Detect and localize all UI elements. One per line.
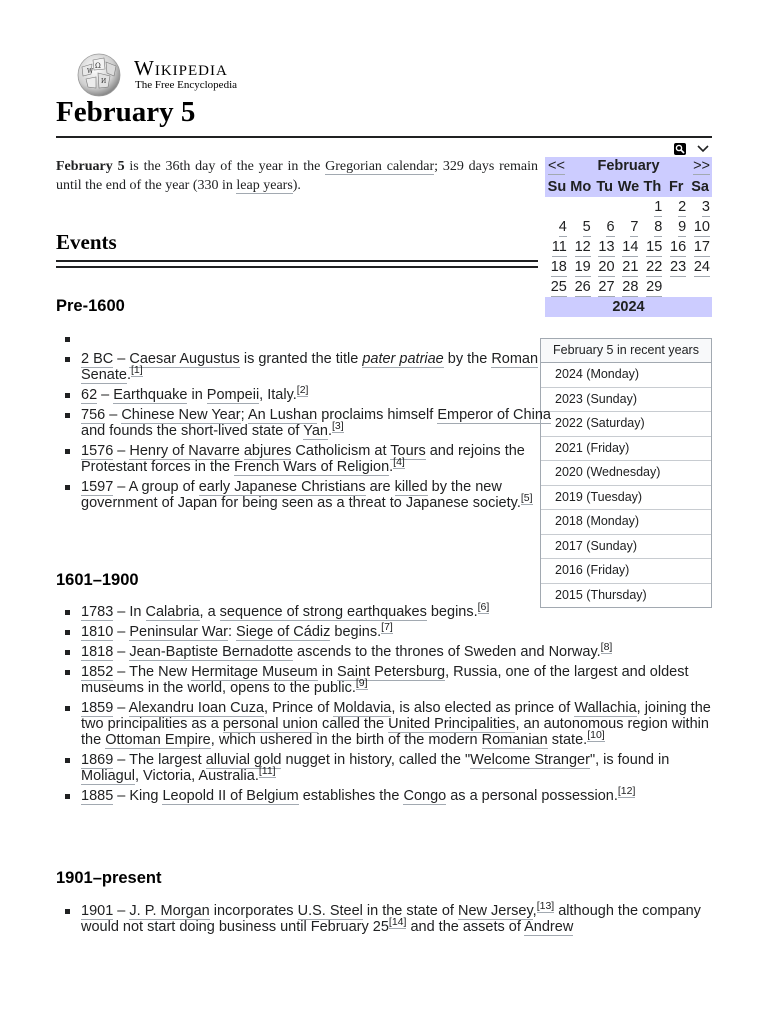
citation [587, 729, 605, 742]
event-text: . [327, 423, 332, 439]
calendar-day[interactable]: 10 [693, 219, 710, 235]
citation [618, 785, 636, 798]
event-link[interactable]: Chinese New Year [121, 407, 241, 423]
event-text: – The New [113, 664, 192, 680]
month-calendar [545, 157, 712, 317]
calendar-day[interactable]: 24 [693, 259, 710, 275]
calendar-day[interactable]: 18 [550, 259, 567, 275]
event-text: nugget in history, called the " [281, 752, 471, 768]
calendar-day[interactable]: 29 [646, 279, 663, 295]
event-text: in the state of [362, 903, 458, 919]
event-link[interactable]: Ottoman Empire [105, 732, 211, 748]
calendar-day-cell [640, 277, 664, 297]
recent-year-item [541, 535, 711, 560]
citation [537, 900, 555, 913]
event-text: – [113, 644, 130, 660]
event-text: and founds the short-lived state of [81, 423, 304, 439]
event-item [81, 351, 551, 383]
citation [131, 364, 143, 377]
recent-year-link[interactable]: 2015 (Thursday) [555, 587, 647, 602]
event-link[interactable]: 62 [81, 387, 98, 403]
calendar-week [545, 237, 712, 257]
event-item [81, 384, 551, 403]
calendar-day-cell [545, 277, 569, 297]
event-link[interactable]: 1783 [81, 604, 114, 620]
calendar-day[interactable]: 3 [701, 199, 710, 215]
title-divider [56, 136, 712, 138]
event-link[interactable]: killed [394, 479, 428, 495]
event-link[interactable]: Siege of Cádiz [236, 624, 331, 640]
recent-year-item [541, 461, 711, 486]
event-link[interactable]: personal union [222, 716, 318, 732]
recent-year-item [541, 437, 711, 462]
event-link[interactable]: Emperor of China [437, 407, 551, 423]
calendar-day-cell [593, 237, 617, 257]
calendar-prev-button[interactable]: << [548, 158, 565, 174]
events-divider [56, 260, 538, 262]
calendar-day[interactable]: 20 [598, 259, 615, 275]
event-text: , Russia, one of the largest and oldest museums in the world, opens to the public. [81, 664, 689, 696]
recent-year-link[interactable]: 2024 (Monday) [555, 367, 640, 381]
calendar-day[interactable]: 13 [598, 239, 615, 255]
calendar-day[interactable]: 5 [582, 219, 591, 235]
event-link[interactable]: 1810 [81, 624, 114, 640]
event-text: , an autonomous region within the [81, 716, 709, 748]
calendar-day[interactable]: 12 [574, 239, 591, 255]
recent-year-link[interactable]: 2022 (Saturday) [555, 416, 645, 430]
calendar-year-link[interactable]: 2024 [612, 299, 645, 315]
recent-year-link[interactable]: 2019 (Tuesday) [555, 489, 643, 504]
calendar-day-cell [617, 217, 641, 237]
event-link[interactable]: Alexandru Ioan Cuza [128, 700, 265, 716]
event-link[interactable]: pater patriae [362, 351, 444, 367]
calendar-day-cell [545, 237, 569, 257]
event-text: . [126, 367, 131, 383]
calendar-weekdays [545, 177, 712, 197]
section-heading-1601-1900: 1601–1900 [56, 571, 139, 589]
calendar-day-cell [664, 197, 688, 217]
event-text: is granted the title [239, 351, 363, 367]
citation-link[interactable]: [4] [393, 456, 405, 468]
calendar-day-cell [593, 217, 617, 237]
event-text: and rejoins the Protestant forces in the [81, 443, 525, 475]
event-text: – King [113, 788, 163, 804]
search-icon[interactable] [674, 143, 686, 155]
calendar-header [545, 157, 712, 177]
event-link[interactable]: Romanian [481, 732, 548, 748]
event-link[interactable]: early Japanese Christians [198, 479, 366, 495]
calendar-day[interactable]: 7 [630, 219, 639, 235]
calendar-day-cell [593, 277, 617, 297]
event-text: incorporates [209, 903, 298, 919]
recent-year-link[interactable]: 2016 (Friday) [555, 563, 630, 577]
event-item [81, 621, 712, 640]
recent-year-item [541, 559, 711, 584]
citation [356, 677, 368, 690]
section-heading-1901-present: 1901–present [56, 869, 162, 887]
section-heading-pre1600: Pre-1600 [56, 297, 125, 315]
event-text: , Victoria, Australia. [135, 768, 259, 784]
intro-text-2: ; 329 days remain until the end of the year (330 in [56, 159, 539, 193]
calendar-day[interactable]: 26 [574, 279, 591, 295]
citation-link[interactable]: [12] [617, 785, 636, 797]
event-link[interactable]: Peninsular War [129, 624, 228, 640]
citation [389, 916, 407, 929]
event-link[interactable]: Pompeii [206, 387, 260, 403]
event-item [81, 407, 551, 439]
event-text: by the new government of Japan for being seen as a threat to Japanese society. [81, 479, 521, 511]
event-text: : [227, 624, 237, 640]
event-text: ; [240, 407, 248, 423]
event-text: , joining the two principalities as a [81, 700, 711, 732]
event-link[interactable]: 1901 [81, 903, 114, 919]
event-link[interactable]: Congo [403, 788, 447, 804]
calendar-day-cell [640, 257, 664, 277]
citation-link[interactable]: [13] [536, 900, 555, 912]
link-leap-years[interactable]: leap years [236, 178, 293, 193]
calendar-day[interactable]: 14 [622, 239, 639, 255]
events-list-1901-present [56, 900, 712, 939]
citation [297, 384, 309, 397]
event-text: proclaims himself [317, 407, 438, 423]
event-text: ", is found in [589, 752, 670, 768]
event-link[interactable]: sequence of strong earthquakes [219, 604, 427, 620]
event-link[interactable]: 1869 [81, 752, 114, 768]
event-text: state. [547, 732, 588, 748]
recent-years-list [541, 363, 711, 607]
event-link[interactable]: Earthquake [113, 387, 188, 403]
weekday-label: We [617, 179, 640, 195]
calendar-day-cell [688, 197, 712, 217]
event-text: – [113, 624, 130, 640]
event-link[interactable]: 2 BC [81, 351, 114, 367]
link-gregorian-calendar[interactable]: Gregorian calendar [325, 159, 435, 174]
event-link[interactable]: An Lushan [247, 407, 318, 423]
event-text: called the [317, 716, 389, 732]
calendar-day-cell [569, 237, 593, 257]
citation [381, 621, 393, 634]
calendar-day[interactable]: 17 [693, 239, 710, 255]
calendar-day-cell [545, 217, 569, 237]
citation-link[interactable]: [3] [331, 420, 344, 432]
calendar-day-cell [640, 237, 664, 257]
event-text: – [113, 443, 130, 459]
event-link[interactable]: 756 [81, 407, 106, 423]
event-link[interactable]: United Principalities [388, 716, 516, 732]
event-link[interactable]: Wallachia [574, 700, 637, 716]
event-link[interactable]: Hermitage Museum [191, 664, 318, 680]
event-link[interactable]: Jean-Baptiste Bernadotte [129, 644, 294, 660]
event-text: Catholicism at [291, 443, 391, 459]
event-link[interactable]: Caesar Augustus [129, 351, 240, 367]
calendar-year[interactable] [545, 297, 712, 317]
weekday-label: Sa [691, 179, 709, 195]
calendar-day[interactable]: 27 [598, 279, 615, 295]
citation [393, 456, 405, 469]
calendar-day-cell [664, 237, 688, 257]
calendar-day[interactable]: 28 [622, 279, 639, 295]
recent-year-link[interactable]: 2021 (Friday) [555, 440, 630, 455]
calendar-day[interactable]: 6 [606, 219, 615, 235]
citation-link[interactable]: [10] [587, 729, 605, 741]
calendar-day-cell [545, 257, 569, 277]
citation-link[interactable]: [6] [477, 601, 490, 613]
calendar-day[interactable]: 2 [678, 199, 687, 215]
event-text: ascends to the thrones of Sweden and Norway. [293, 644, 601, 660]
event-link[interactable]: 1818 [81, 644, 114, 660]
recent-year-item [541, 486, 711, 511]
event-text: in [317, 664, 338, 680]
event-text: – [113, 351, 130, 367]
event-item [81, 664, 712, 696]
calendar-day-cell [569, 217, 593, 237]
citation [478, 601, 490, 614]
calendar-day[interactable]: 21 [622, 259, 639, 275]
event-item [81, 785, 712, 804]
calendar-day[interactable]: 25 [550, 279, 567, 295]
event-text: – [105, 407, 122, 423]
calendar-day-cell [593, 197, 617, 217]
events-list-1601-1900 [56, 601, 712, 808]
svg-text:Ω: Ω [95, 62, 101, 70]
event-item [81, 641, 712, 660]
calendar-day-cell [545, 197, 569, 217]
event-link[interactable]: Yan [303, 423, 328, 439]
event-item [81, 601, 712, 620]
citation [521, 492, 533, 505]
event-text: as a personal possession. [446, 788, 618, 804]
event-item [81, 700, 712, 748]
event-link[interactable]: Roman Senate [81, 351, 539, 383]
calendar-day-cell [688, 237, 712, 257]
weekday-label: Su [547, 179, 567, 195]
event-link[interactable]: 1852 [81, 664, 114, 680]
citation-link[interactable]: [1] [131, 364, 143, 376]
recent-year-link[interactable]: 2023 (Sunday) [555, 391, 638, 406]
recent-year-item [541, 510, 711, 535]
calendar-week [545, 257, 712, 277]
wikipedia-logo[interactable] [74, 52, 254, 96]
event-text: – In [113, 604, 146, 620]
event-link[interactable]: Leopold II of Belgium [162, 788, 299, 804]
event-text: – [113, 903, 130, 919]
recent-years-box [540, 338, 712, 608]
event-link[interactable]: 1859 [81, 700, 114, 716]
event-text: although the company would not start doing business until February 25 [81, 903, 701, 935]
calendar-day[interactable]: 16 [670, 239, 687, 255]
event-link[interactable]: J. P. Morgan [129, 903, 210, 919]
calendar-day-cell [688, 217, 712, 237]
intro-text-3: ). [292, 178, 301, 193]
recent-year-link[interactable]: 2018 (Monday) [555, 514, 640, 528]
calendar-day[interactable]: 22 [646, 259, 663, 275]
event-link[interactable]: U.S. Steel [297, 903, 363, 919]
calendar-day-cell [617, 277, 641, 297]
event-link[interactable]: Tours [390, 443, 426, 459]
event-link[interactable]: Welcome Stranger [470, 752, 590, 768]
calendar-day[interactable]: 4 [558, 219, 567, 235]
calendar-day[interactable]: 19 [574, 259, 591, 275]
calendar-day-cell [664, 257, 688, 277]
event-link[interactable]: New Jersey [458, 903, 533, 919]
calendar-day-cell [664, 277, 688, 297]
event-item [81, 900, 712, 935]
event-text: – The largest [113, 752, 206, 768]
events-list-pre1600 [56, 331, 551, 515]
citation-link[interactable]: [14] [388, 916, 407, 928]
site-tagline: The Free Encyclopedia [135, 79, 238, 91]
event-text: – [113, 700, 129, 716]
citation [332, 420, 344, 433]
calendar-day-cell [617, 257, 641, 277]
calendar-day-cell [664, 217, 688, 237]
calendar-day[interactable]: 9 [678, 219, 687, 235]
event-link[interactable]: Saint Petersburg [337, 664, 446, 680]
event-item [81, 443, 551, 475]
event-text: are [365, 479, 395, 495]
citation-link[interactable]: [9] [355, 677, 368, 689]
calendar-day-cell [688, 277, 712, 297]
calendar-day[interactable]: 1 [654, 199, 663, 215]
citation-link[interactable]: [5] [520, 492, 533, 504]
recent-year-item [541, 363, 711, 388]
calendar-weeks [545, 197, 712, 297]
calendar-day-cell [569, 257, 593, 277]
intro-bold-term: February 5 [56, 159, 125, 174]
intro-paragraph [56, 157, 538, 195]
calendar-day[interactable]: 15 [646, 239, 663, 255]
page-title: February 5 [56, 96, 196, 128]
event-item [81, 752, 712, 784]
calendar-day-cell [569, 277, 593, 297]
calendar-day[interactable]: 11 [551, 239, 567, 255]
event-text: begins. [426, 604, 478, 620]
event-text: , a [199, 604, 220, 620]
chevron-down-icon[interactable] [696, 142, 710, 156]
event-link[interactable]: abjures [243, 443, 292, 459]
recent-year-link[interactable]: 2017 (Sunday) [555, 538, 638, 553]
site-wordmark: Wikipedia [134, 56, 228, 80]
calendar-day-cell [617, 197, 641, 217]
event-text: by the [443, 351, 492, 367]
recent-year-link[interactable]: 2020 (Wednesday) [555, 465, 661, 479]
event-text: . [389, 459, 394, 475]
calendar-day-cell [569, 197, 593, 217]
events-heading: Events [56, 230, 117, 254]
recent-year-item [541, 388, 711, 413]
event-text: , Prince of [264, 700, 334, 716]
event-text: begins. [330, 624, 382, 640]
event-text: in [187, 387, 207, 403]
event-link[interactable]: Henry of Navarre [129, 443, 240, 459]
calendar-day-cell [617, 237, 641, 257]
event-text: , [532, 903, 537, 919]
page-tools [672, 142, 712, 158]
event-link[interactable]: French Wars of Religion [234, 459, 390, 475]
event-text: and the assets of [406, 919, 525, 935]
event-text: , is also elected as prince of [391, 700, 575, 716]
calendar-week [545, 217, 712, 237]
svg-text:W: W [87, 68, 94, 75]
citation [259, 765, 276, 778]
recent-year-item [541, 412, 711, 437]
event-text: – [97, 387, 114, 403]
events-divider-2 [56, 266, 538, 268]
event-link[interactable]: 1885 [81, 788, 114, 804]
wikipedia-globe-icon [74, 52, 124, 98]
event-item [81, 331, 551, 347]
svg-text:И: И [101, 78, 107, 85]
event-link[interactable]: Calabria [145, 604, 200, 620]
event-link[interactable]: alluvial gold [205, 752, 282, 768]
event-link[interactable]: 1576 [81, 443, 114, 459]
event-link[interactable]: Moldavia [333, 700, 392, 716]
calendar-day[interactable]: 8 [654, 219, 663, 235]
citation-link[interactable]: [7] [381, 621, 393, 633]
citation-link[interactable]: [8] [600, 641, 613, 653]
calendar-week [545, 277, 712, 297]
event-text: establishes the [298, 788, 404, 804]
calendar-day-cell [640, 217, 664, 237]
calendar-next-button[interactable]: >> [693, 158, 710, 174]
recent-years-heading: February 5 in recent years [541, 339, 711, 363]
weekday-label: Fr [668, 179, 684, 195]
citation-link[interactable]: [2] [296, 384, 309, 396]
event-text: , Italy. [259, 387, 297, 403]
weekday-label: Th [643, 179, 662, 195]
event-link[interactable]: 1597 [81, 479, 114, 495]
event-text: – A group of [113, 479, 199, 495]
calendar-day-cell [640, 197, 664, 217]
event-link[interactable]: Moliagul [81, 768, 135, 784]
weekday-label: Tu [596, 179, 613, 195]
calendar-day-cell [688, 257, 712, 277]
event-item [81, 479, 551, 511]
weekday-label: Mo [570, 179, 592, 195]
calendar-week [545, 197, 712, 217]
citation [601, 641, 613, 654]
calendar-day[interactable]: 23 [670, 259, 687, 275]
citation-link[interactable]: [11] [258, 765, 276, 777]
intro-text-1: is the 36th day of the year in the [124, 159, 326, 174]
event-text: , which ushered in the birth of the modern [210, 732, 482, 748]
calendar-month[interactable]: February [597, 158, 660, 174]
calendar-day-cell [593, 257, 617, 277]
event-link[interactable]: Andrew [524, 919, 574, 935]
